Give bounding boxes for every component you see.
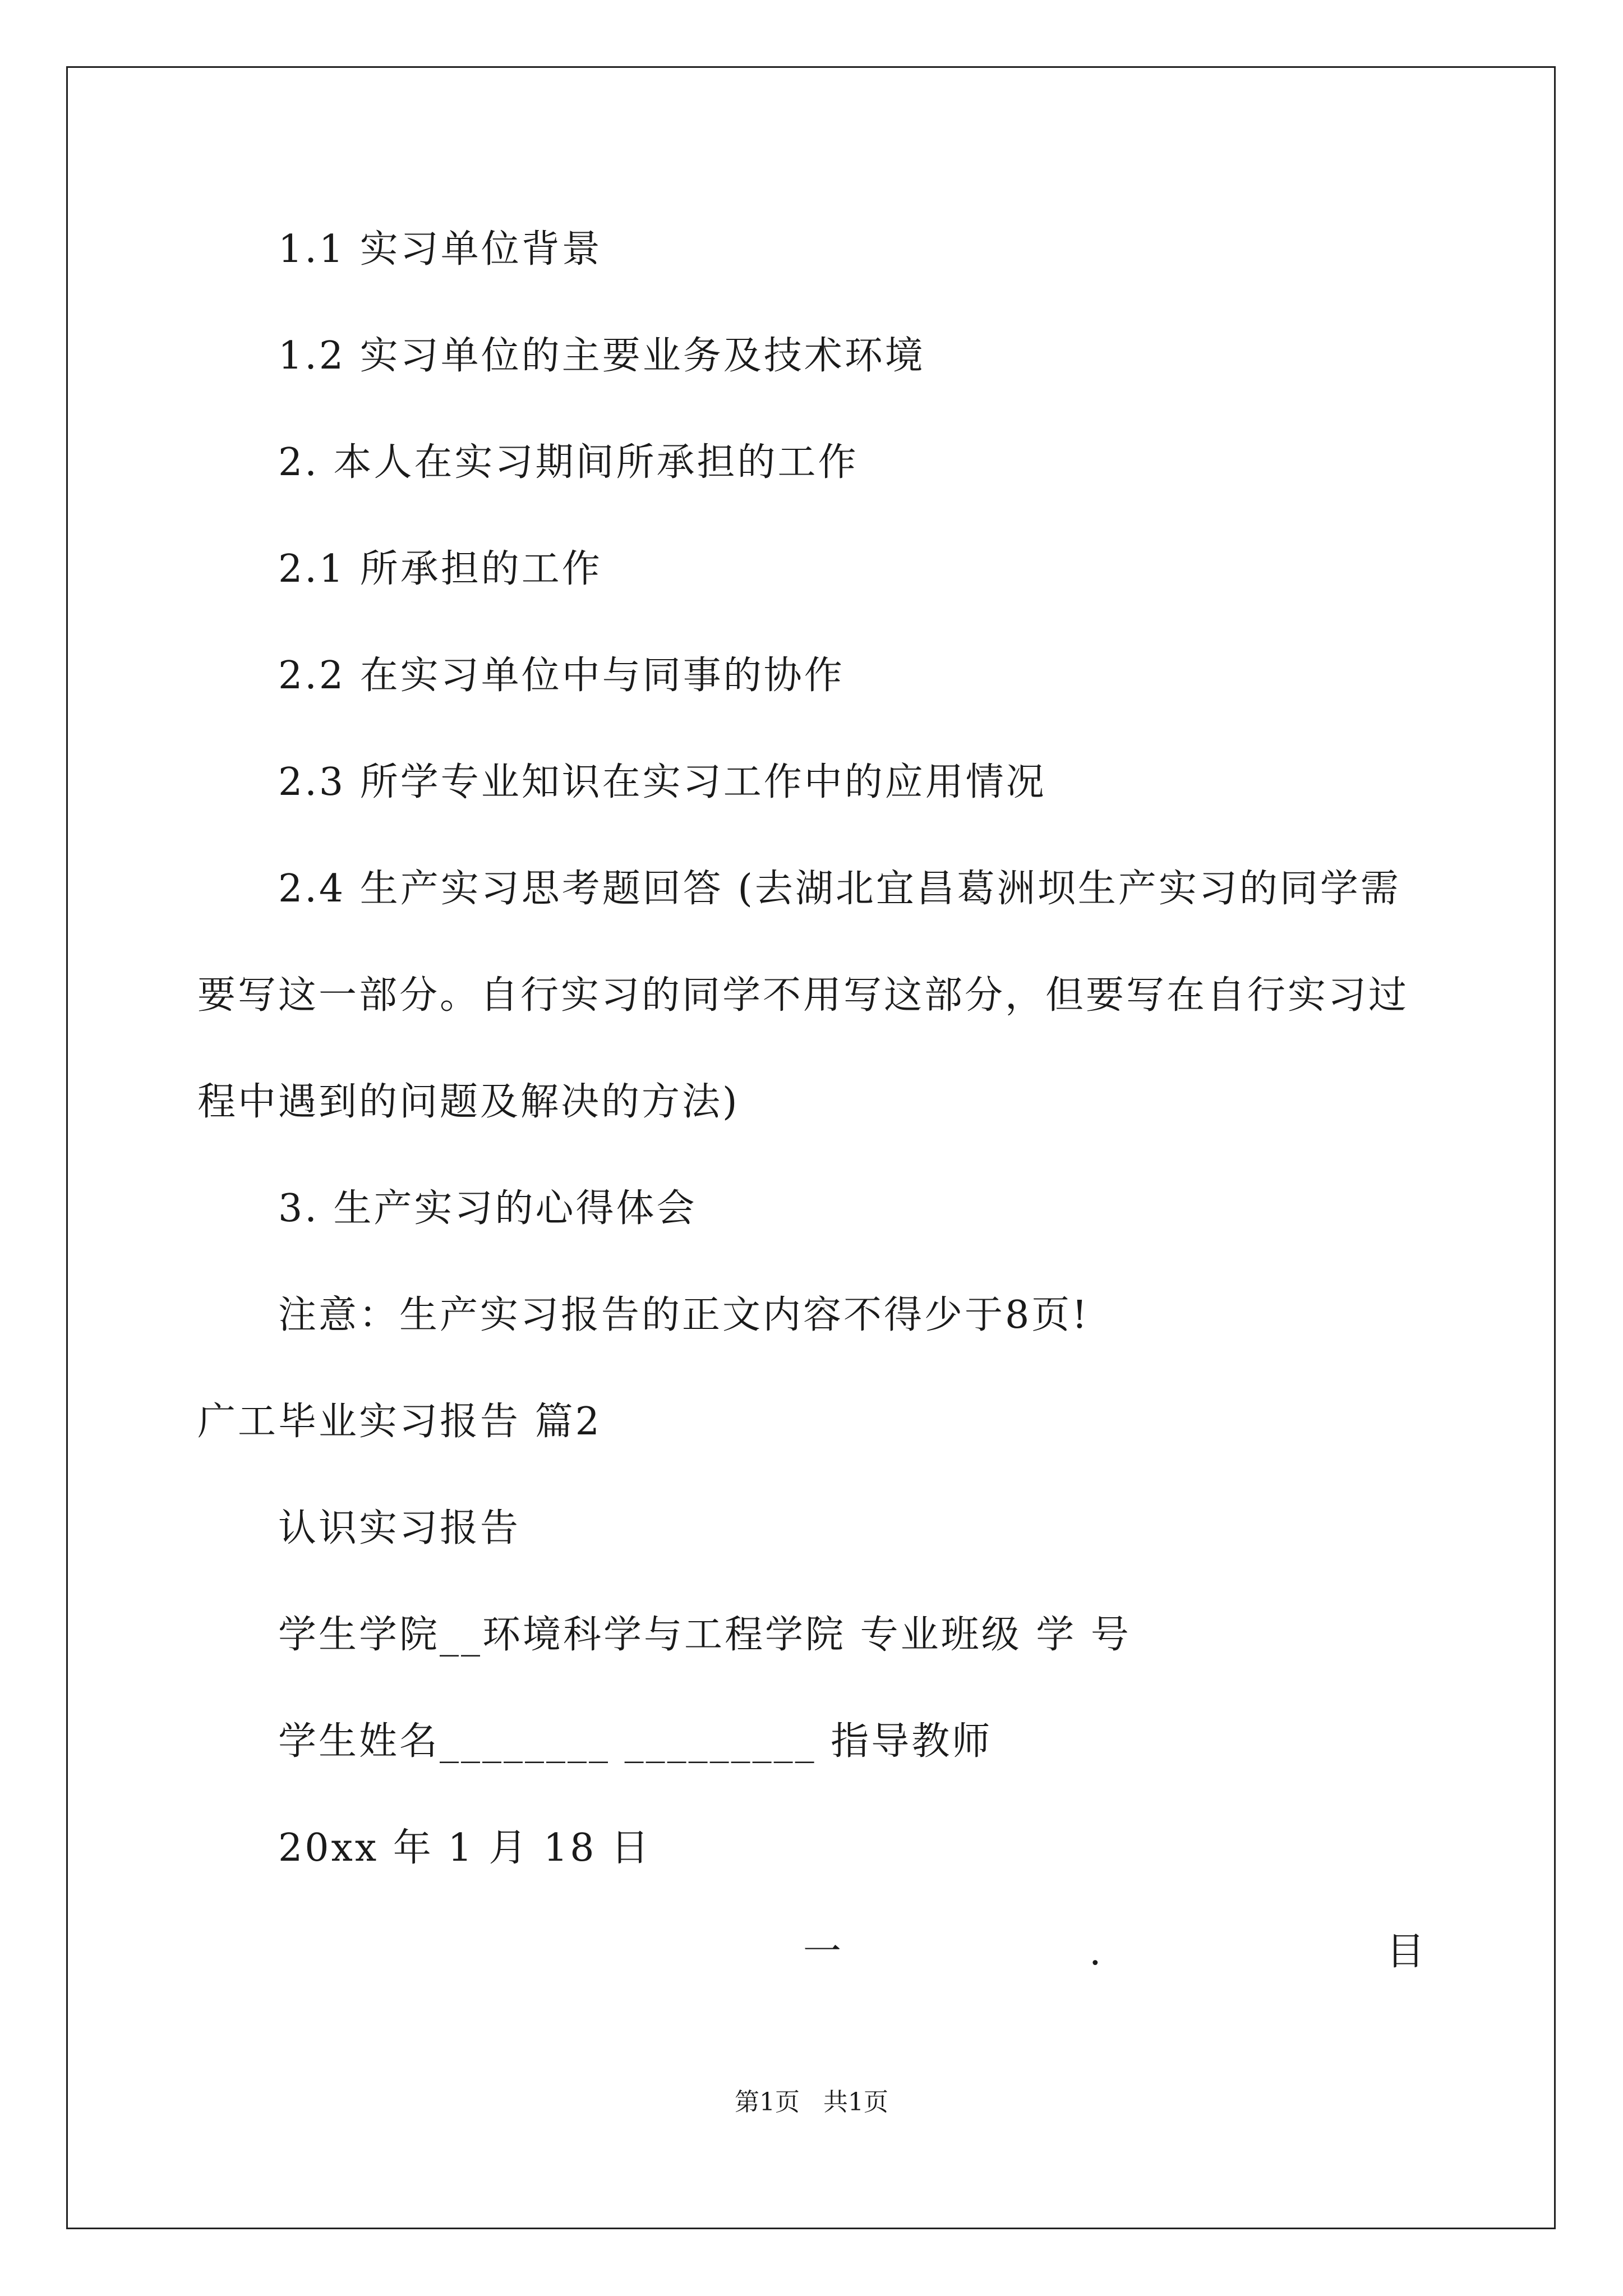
heading-2-4: 2.4 生产实习思考题回答 (去湖北宜昌葛洲坝生产实习的同学需 — [278, 867, 1401, 911]
toc-fragment: . — [1089, 1930, 1101, 1974]
page-number-footer: 第1页 共1页 — [735, 2088, 888, 2116]
heading-2-3: 2.3 所学专业知识在实习工作中的应用情况 — [278, 760, 1046, 804]
page-border — [66, 66, 1556, 2229]
heading-1-1: 1.1 实习单位背景 — [278, 227, 602, 272]
toc-fragment: 目 — [1386, 1930, 1425, 1974]
heading-2-2: 2.2 在实习单位中与同事的协作 — [278, 654, 845, 698]
paragraph-line: 要写这一部分。自行实习的同学不用写这部分，但要写在自行实习过 — [197, 973, 1409, 1018]
paragraph-line: 程中遇到的问题及解决的方法) — [197, 1080, 740, 1124]
section-title: 广工毕业实习报告 篇2 — [197, 1400, 602, 1444]
heading-1-2: 1.2 实习单位的主要业务及技术环境 — [278, 334, 925, 378]
student-name-line: 学生姓名________ _________ 指导教师 — [278, 1719, 993, 1764]
notice-text: 注意：生产实习报告的正文内容不得少于8页! — [278, 1293, 1090, 1337]
student-college-line: 学生学院__环境科学与工程学院 专业班级 学 号 — [278, 1613, 1131, 1657]
heading-3: 3. 生产实习的心得体会 — [278, 1186, 697, 1231]
toc-heading-row — [197, 1930, 1426, 1975]
heading-2-1: 2.1 所承担的工作 — [278, 547, 602, 591]
report-date: 20xx 年 1 月 18 日 — [278, 1826, 652, 1870]
toc-fragment: 一 — [803, 1930, 842, 1974]
report-title: 认识实习报告 — [278, 1506, 521, 1550]
heading-2: 2. 本人在实习期间所承担的工作 — [278, 440, 859, 485]
